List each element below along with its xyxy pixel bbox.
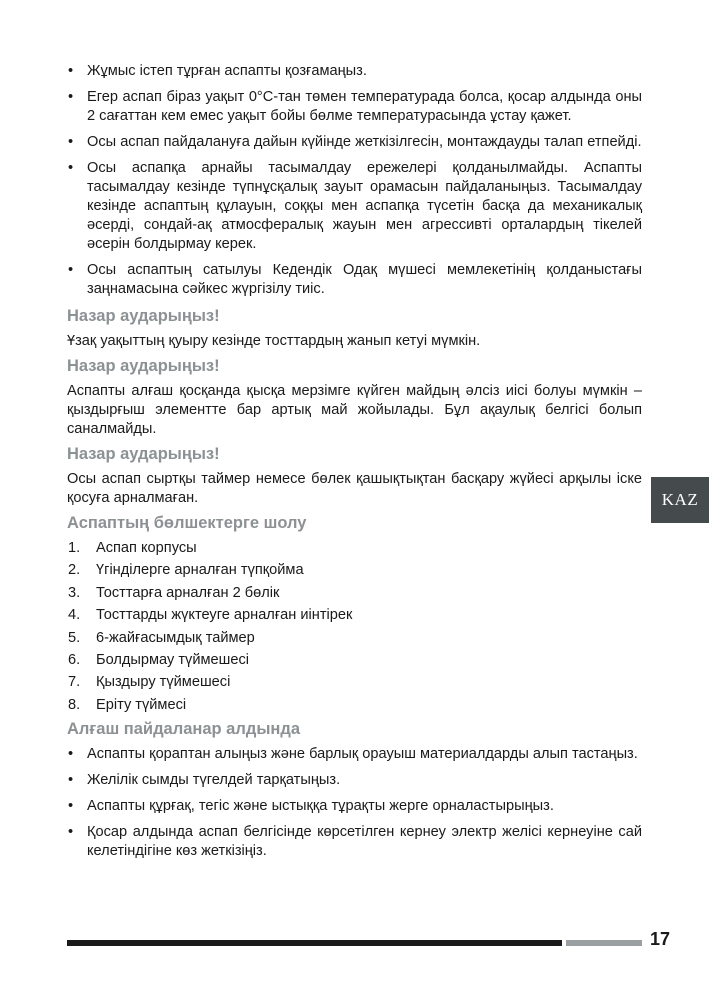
page-content [67, 62, 642, 868]
before-first-use-heading: Алғаш пайдаланар алдында [67, 719, 301, 738]
list-item [67, 823, 642, 861]
bullet-text: Аспапты құрғақ, тегіс және ыстыққа тұрақты жерге орналастырыңыз. [87, 797, 554, 814]
bullet-text: Осы аспаптың сатылуы Кедендік Одақ мүшесі мемлекетінің қолданыстағы заңнамасына сәйкес жүргізілу тиіс. [87, 262, 642, 297]
item-label: Қыздыру түймешесі [96, 674, 231, 691]
parts-overview-heading: Аспаптың бөлшектерге шолу [67, 514, 307, 532]
parts-list [67, 539, 642, 715]
page-number: 17 [650, 929, 671, 949]
list-item [67, 561, 642, 580]
item-number: 3. [68, 584, 81, 601]
bullet-text: Аспапты қораптан алыңыз және барлық орауыш материалдарды алып тастаңыз. [87, 745, 638, 762]
list-item [67, 771, 642, 790]
item-number: 8. [68, 696, 81, 713]
warning-text: Осы аспап сыртқы таймер немесе бөлек қашықтықтан басқару жүйесі арқылы іске қосуға арналмаған. [67, 471, 642, 506]
bullet-marker: • [68, 89, 74, 105]
item-number: 1. [68, 540, 81, 556]
bullet-marker: • [68, 63, 74, 79]
item-number: 7. [68, 674, 81, 691]
item-label: Тосттарға арналған 2 бөлік [96, 584, 280, 601]
item-label: Тосттарды жүктеуге арналған иінтірек [96, 607, 353, 624]
item-label: Болдырмау түймешесі [96, 651, 249, 668]
item-number: 6. [68, 651, 81, 668]
before-first-use-list [67, 745, 642, 861]
bullet-marker: • [68, 745, 74, 762]
item-label: Еріту түймесі [96, 696, 187, 713]
footer-rule-dark [67, 940, 562, 946]
item-label: Үгінділерге арналған түпқойма [96, 562, 304, 579]
intro-bullet-list [67, 62, 642, 299]
list-item [67, 539, 642, 558]
bullet-text: Желілік сымды түгелдей тарқатыңыз. [87, 771, 341, 788]
warning-text: Аспапты алғаш қосқанда қысқа мерзімге күйген майдың әлсіз иісі болуы мүмкін – қыздырғыш элементте бар артық май жойылады. Бұл ақаулық белгісі болып саналмайды. [67, 383, 642, 437]
bullet-text: Осы аспапқа арнайы тасымалдау ережелері қолданылмайды. Аспапты тасымалдау кезінде түпнұсқалық зауыт орамасын пайдаланыңыз. Тасымалдау кезінде аспаптың құлауын, соққы мен аспапқа түсетін басқа да механикалық әсерді, сондай-ақ атмосфералық жауын мен агрессивті орталардың тікелей әсерін болдырмау керек. [87, 160, 642, 252]
list-item [67, 745, 642, 764]
bullet-text: Жұмыс істеп тұрған аспапты қозғамаңыз. [87, 63, 367, 79]
bullet-text: Қосар алдында аспап белгісінде көрсетілген кернеу электр желісі кернеуіне сай келетіндігіне көз жеткізіңіз. [87, 823, 642, 859]
item-number: 2. [68, 562, 81, 579]
list-item [67, 673, 642, 692]
list-item [67, 651, 642, 670]
item-number: 5. [68, 629, 81, 646]
bullet-marker: • [68, 823, 74, 840]
bullet-marker: • [68, 262, 74, 278]
language-tab: KAZ [651, 477, 709, 523]
warning-heading: Назар аударыңыз! [67, 357, 220, 375]
warning-heading: Назар аударыңыз! [67, 307, 220, 325]
bullet-marker: • [68, 134, 74, 150]
warning-heading: Назар аударыңыз! [67, 445, 220, 463]
bullet-text: Осы аспап пайдалануға дайын күйінде жеткізілгесін, монтаждауды талап етпейді. [87, 134, 642, 150]
list-item [67, 62, 642, 81]
list-item [67, 261, 642, 299]
list-item [67, 133, 642, 152]
list-item [67, 797, 642, 816]
list-item [67, 88, 642, 126]
bullet-marker: • [68, 797, 74, 814]
bullet-text: Егер аспап біраз уақыт 0°С-тан төмен температурада болса, қосар алдында оны 2 сағаттан кем емес уақыт бойы бөлме температурасында ұстау қажет. [87, 89, 642, 124]
bullet-marker: • [68, 771, 74, 788]
list-item [67, 696, 642, 715]
bullet-marker: • [68, 160, 74, 176]
list-item [67, 584, 642, 603]
footer-rule-light [566, 940, 642, 946]
list-item [67, 606, 642, 625]
list-item [67, 629, 642, 648]
warning-text: Ұзақ уақыттың қуыру кезінде тосттардың жанып кетуі мүмкін. [67, 333, 481, 349]
item-number: 4. [68, 607, 81, 624]
item-label: 6-жайғасымдық таймер [96, 629, 255, 646]
item-label: Аспап корпусы [96, 540, 197, 556]
list-item [67, 159, 642, 254]
